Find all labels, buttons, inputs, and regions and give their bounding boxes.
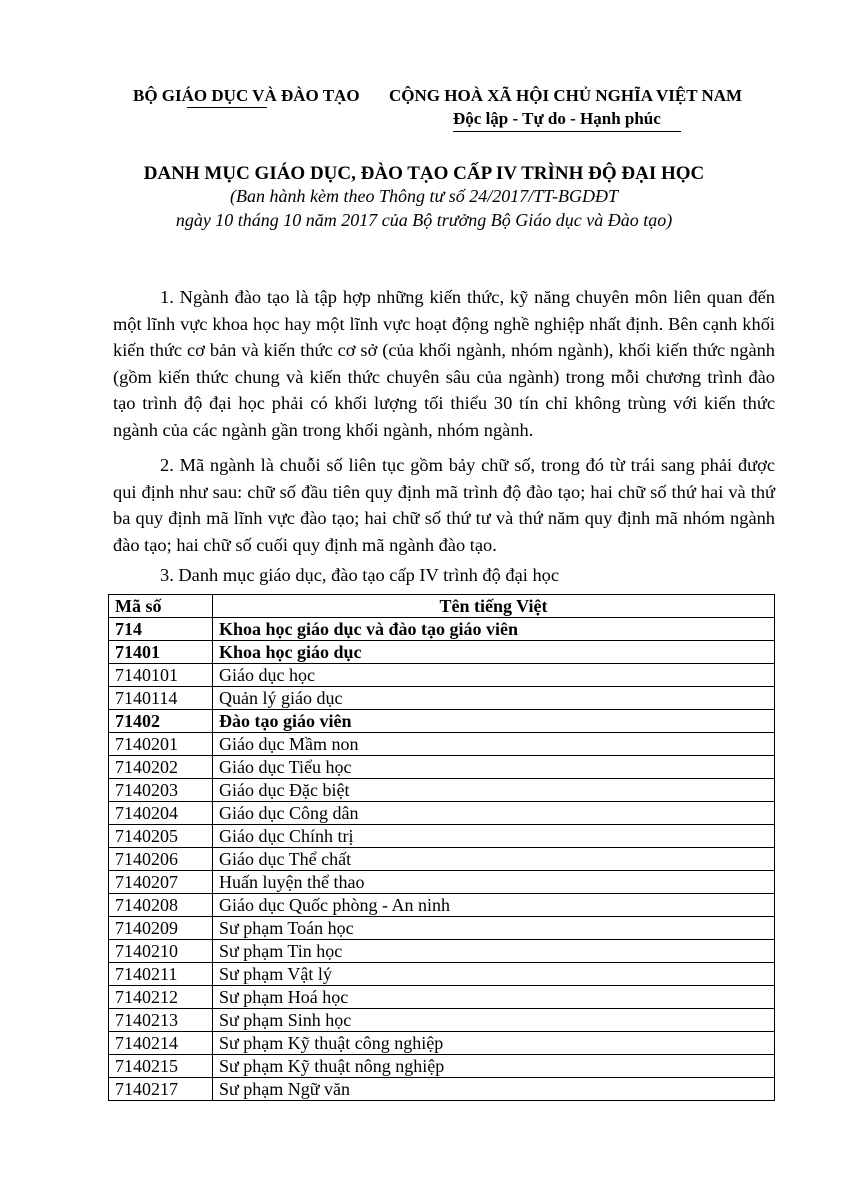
table-row [109, 641, 775, 664]
program-code: 7140204 [109, 802, 213, 825]
program-name: Giáo dục Chính trị [213, 825, 775, 848]
program-code: 7140114 [109, 687, 213, 710]
program-name: Sư phạm Kỹ thuật công nghiệp [213, 1032, 775, 1055]
table-row [109, 963, 775, 986]
paragraph-3: 3. Danh mục giáo dục, đào tạo cấp IV trình độ đại học [160, 565, 560, 585]
program-code-table [108, 594, 775, 1101]
paragraph-1: 1. Ngành đào tạo là tập hợp những kiến thức, kỹ năng chuyên môn liên quan đến một lĩnh vực khoa học hay một lĩnh vực hoạt động nghề nghiệp nhất định. Bên cạnh khối kiến thức cơ bản và kiến thức cơ sở (của khối ngành, nhóm ngành), khối kiến thức ngành (gồm kiến thức chung và kiến thức chuyên sâu của ngành) trong mỗi chương trình đào tạo trình độ đại học phải có khối lượng tối thiểu 30 tín chỉ không trùng với kiến thức ngành của các ngành gần trong khối ngành, nhóm ngành. [113, 287, 775, 440]
table-row [109, 894, 775, 917]
table-row [109, 779, 775, 802]
program-name: Giáo dục Mầm non [213, 733, 775, 756]
table-row [109, 1009, 775, 1032]
document-title: DANH MỤC GIÁO DỤC, ĐÀO TẠO CẤP IV TRÌNH ĐỘ ĐẠI HỌC [143, 163, 705, 184]
program-name: Huấn luyện thể thao [213, 871, 775, 894]
program-code: 7140214 [109, 1032, 213, 1055]
header-name: Tên tiếng Việt [213, 595, 775, 618]
program-name: Sư phạm Vật lý [213, 963, 775, 986]
program-code: 7140212 [109, 986, 213, 1009]
program-code: 7140205 [109, 825, 213, 848]
program-name: Sư phạm Sinh học [213, 1009, 775, 1032]
table-row [109, 848, 775, 871]
program-name: Giáo dục Thể chất [213, 848, 775, 871]
program-code: 7140209 [109, 917, 213, 940]
program-name: Quản lý giáo dục [213, 687, 775, 710]
program-name: Sư phạm Kỹ thuật nông nghiệp [213, 1055, 775, 1078]
ministry-name: BỘ GIÁO DỤC VÀ ĐÀO TẠO [133, 86, 360, 105]
paragraph-2: 2. Mã ngành là chuỗi số liên tục gồm bảy chữ số, trong đó từ trái sang phải được qui định như sau: chữ số đầu tiên quy định mã trình độ đào tạo; hai chữ số thứ hai và thứ ba quy định mã lĩnh vực đào tạo; hai chữ số thứ tư và thứ năm quy định mã nhóm ngành đào tạo; hai chữ số cuối quy định mã ngành đào tạo. [113, 455, 775, 555]
program-code: 7140208 [109, 894, 213, 917]
table-row [109, 871, 775, 894]
program-name: Khoa học giáo dục và đào tạo giáo viên [213, 618, 775, 641]
document-subtitle-line-1: (Ban hành kèm theo Thông tư số 24/2017/TT-BGDĐT [230, 186, 618, 206]
program-code: 71402 [109, 710, 213, 733]
program-name: Khoa học giáo dục [213, 641, 775, 664]
program-name: Sư phạm Toán học [213, 917, 775, 940]
program-code: 714 [109, 618, 213, 641]
program-name: Giáo dục Quốc phòng - An ninh [213, 894, 775, 917]
table-row [109, 664, 775, 687]
program-code: 7140201 [109, 733, 213, 756]
program-code: 7140217 [109, 1078, 213, 1101]
ministry-underline [187, 107, 267, 108]
program-code: 7140202 [109, 756, 213, 779]
program-code: 7140207 [109, 871, 213, 894]
country-name: CỘNG HOÀ XÃ HỘI CHỦ NGHĨA VIỆT NAM [389, 86, 743, 105]
table-row [109, 618, 775, 641]
table-row [109, 940, 775, 963]
program-code: 7140215 [109, 1055, 213, 1078]
program-name: Giáo dục học [213, 664, 775, 687]
program-name: Sư phạm Ngữ văn [213, 1078, 775, 1101]
table-row [109, 917, 775, 940]
table-row [109, 756, 775, 779]
program-code: 7140210 [109, 940, 213, 963]
table-row [109, 733, 775, 756]
program-code: 7140203 [109, 779, 213, 802]
table-row [109, 710, 775, 733]
program-name: Sư phạm Hoá học [213, 986, 775, 1009]
table-header-row [109, 595, 775, 618]
program-name: Đào tạo giáo viên [213, 710, 775, 733]
document-subtitle-line-2: ngày 10 tháng 10 năm 2017 của Bộ trưởng Bộ Giáo dục và Đào tạo) [175, 210, 673, 230]
table-row [109, 687, 775, 710]
program-code: 7140213 [109, 1009, 213, 1032]
table-row [109, 802, 775, 825]
table-row [109, 1032, 775, 1055]
program-code: 7140211 [109, 963, 213, 986]
motto-underline [453, 131, 681, 132]
program-name: Giáo dục Công dân [213, 802, 775, 825]
program-name: Sư phạm Tin học [213, 940, 775, 963]
table-row [109, 825, 775, 848]
table-row [109, 1078, 775, 1101]
program-name: Giáo dục Đặc biệt [213, 779, 775, 802]
program-code: 7140101 [109, 664, 213, 687]
table-row [109, 986, 775, 1009]
header-code: Mã số [109, 595, 213, 618]
national-motto: Độc lập - Tự do - Hạnh phúc [453, 109, 661, 128]
program-name: Giáo dục Tiểu học [213, 756, 775, 779]
table-row [109, 1055, 775, 1078]
program-code: 7140206 [109, 848, 213, 871]
program-code: 71401 [109, 641, 213, 664]
